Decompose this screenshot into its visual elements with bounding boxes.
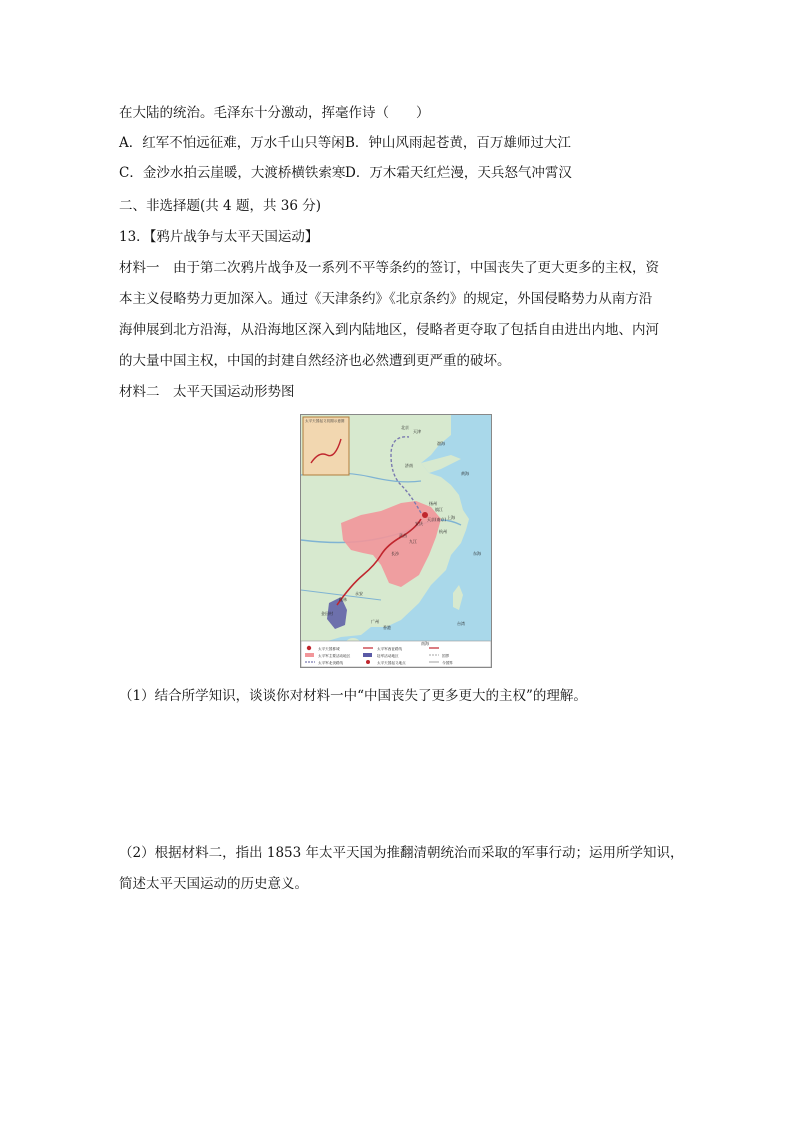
material-1-line: 材料一 由于第二次鸦片战争及一系列不平等条约的签订，中国丧失了更大更多的主权，资 (119, 260, 659, 276)
map-place-label: 扬州 (429, 501, 437, 506)
map-place-label: 渤海 (437, 441, 445, 446)
map-place-label: 九江 (409, 539, 417, 544)
map-inset-title: 太平天国起义初期示意图 (305, 419, 345, 423)
map-legend-label: 今国界 (442, 661, 453, 665)
subquestion-2-line: 简述太平天国运动的历史意义。 (119, 876, 308, 892)
map-inset (303, 417, 349, 475)
map-place-label: 台湾 (457, 621, 465, 626)
question-stem-tail: 在大陆的统治。毛泽东十分激动，挥毫作诗（ ） (119, 105, 430, 121)
map-place-label: 金田村 (321, 611, 333, 616)
map-place-label: 北京 (401, 425, 409, 430)
map-place-label: 上海 (447, 515, 455, 520)
question-13-title: 13．【鸦片战争与太平天国运动】 (119, 229, 319, 245)
map-place-label: 广州 (371, 619, 379, 624)
map-legend-label: 太平天国都城 (318, 647, 340, 651)
map-place-label: 东海 (473, 551, 481, 556)
map-legend-label: 太平军西征路线 (377, 647, 403, 651)
option-a: A．红军不怕远征难，万水千山只等闲 (119, 135, 345, 151)
material-2-title: 材料二 太平天国运动形势图 (119, 384, 295, 400)
map-place-label: 天京(南京) (427, 517, 447, 522)
map-place-label: 长沙 (391, 551, 399, 556)
map-place-label: 安庆 (415, 521, 423, 526)
map-legend-label: 太平天国起义地点 (377, 661, 406, 665)
map-place-label: 天津 (413, 429, 421, 434)
material-1-line: 本主义侵略势力更加深入。通过《天津条约》《北京条约》的规定，外国侵略势力从南方沿 (119, 291, 653, 307)
map-place-label: 桂林 (339, 597, 347, 602)
material-1-line: 的大量中国主权，中国的封建自然经济也必然遭到更严重的破坏。 (119, 353, 511, 369)
map-legend-label: 国界 (442, 654, 450, 658)
option-d: D．万木霜天红烂漫，天兵怒气冲霄汉 (345, 165, 572, 181)
map-place-label: 永安 (355, 591, 363, 596)
map-place-label: 黄海 (461, 471, 469, 476)
section-heading: 二、非选择题(共 4 题，共 36 分) (119, 198, 321, 214)
map-place-label: 武昌 (399, 533, 407, 538)
map-place-label: 香港 (383, 625, 391, 630)
map-legend-label: 太平军北伐路线 (318, 661, 344, 665)
map-place-label: 杭州 (439, 529, 447, 534)
map-place-label: 南海 (421, 641, 429, 646)
subquestion-2-line: （2）根据材料二，指出 1853 年太平天国为推翻清朝统治而采取的军事行动；运用所学知识， (119, 845, 684, 861)
option-c: C．金沙水拍云崖暖，大渡桥横铁索寒 (119, 165, 346, 181)
subquestion-1: （1）结合所学知识，谈谈你对材料一中“中国丧失了更多更大的主权”的理解。 (119, 688, 587, 704)
map-place-label: 济南 (405, 463, 413, 468)
option-b: B．钟山风雨起苍黄，百万雄师过大江 (345, 135, 571, 151)
map-legend-label: 太平军主要活动地区 (318, 654, 351, 658)
map-legend-label: 捻军活动地区 (377, 654, 399, 658)
map-place-label: 镇江 (435, 507, 443, 512)
material-1-line: 海伸展到北方沿海，从沿海地区深入到内陆地区，侵略者更夺取了包括自由进出内地、内河 (119, 322, 659, 338)
taiping-map (300, 414, 492, 668)
